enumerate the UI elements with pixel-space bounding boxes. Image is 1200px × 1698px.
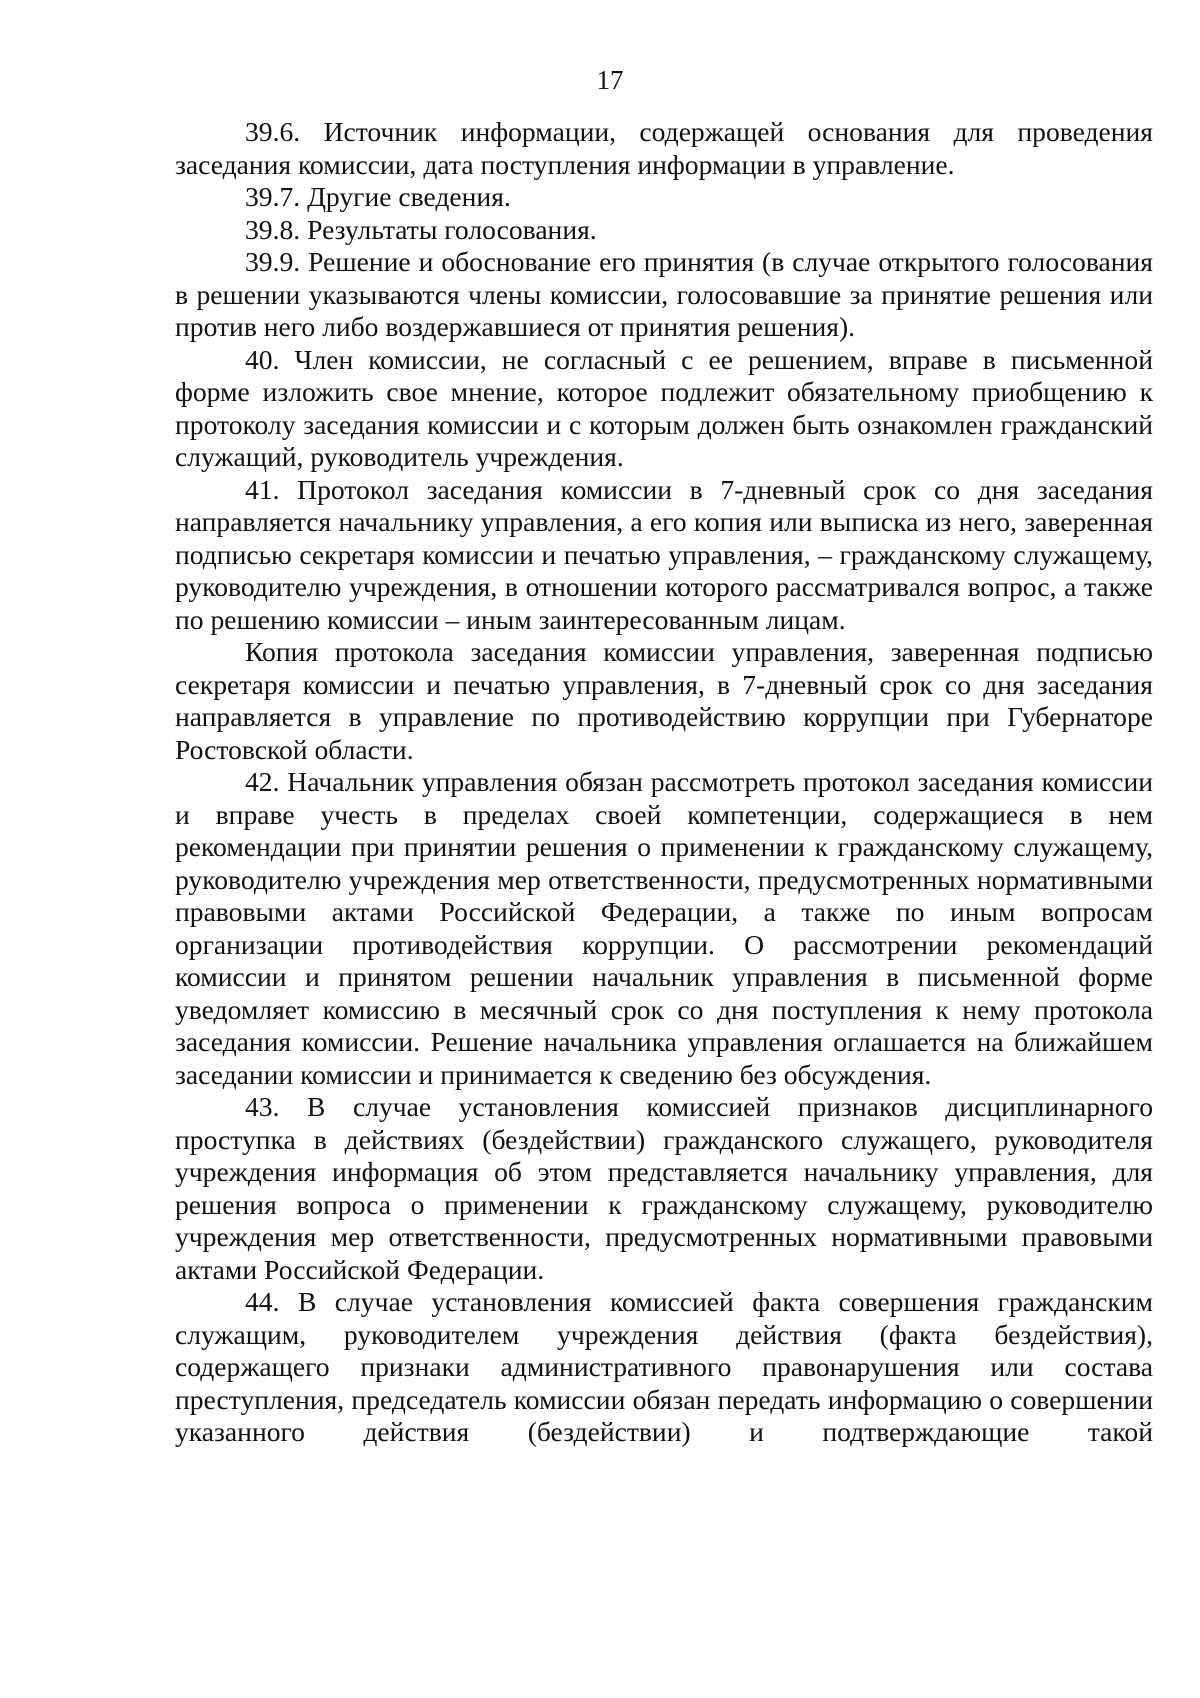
paragraph-39-8: 39.8. Результаты голосования. [245, 213, 597, 245]
paragraph-41: 41. Протокол заседания комиссии в 7-дневный срок со дня заседания направляется начальнику управления, а его копия или выписка из него, заверенная подписью секретаря комиссии и печатью управления, – гражданскому служащему, руководителю учреждения, в отношении которого рассматривался вопрос, а также по решению комиссии – иным заинтересованным лицам. [175, 473, 1153, 635]
paragraph-42: 42. Начальник управления обязан рассмотреть протокол заседания комиссии и вправе учесть в пределах своей компетенции, содержащиеся в нем рекомендации при принятии решения о применении к гражданскому служащему, руководителю учреждения мер ответственности, предусмотренных нормативными правовыми актами Российской Федерации, а также по иным вопросам организации противодействия коррупции. О рассмотрении рекомендаций комиссии и принятом решении начальник управления в письменной форме уведомляет комиссию в месячный срок со дня поступления к нему протокола заседания комиссии. Решение начальника управления оглашается на ближайшем заседании комиссии и принимается к сведению без обсуждения. [175, 766, 1153, 1090]
paragraph-40: 40. Член комиссии, не согласный с ее решением, вправе в письменной форме изложить свое мнение, которое подлежит обязательному приобщению к протоколу заседания комиссии и с которым должен быть ознакомлен гражданский служащий, руководитель учреждения. [175, 343, 1153, 472]
paragraph-39-9: 39.9. Решение и обоснование его принятия (в случае открытого голосования в решении указываются члены комиссии, голосовавшие за принятие решения или против него либо воздержавшиеся от принятия решения). [175, 246, 1153, 342]
paragraph-43: 43. В случае установления комиссией признаков дисциплинарного проступка в действиях (бездействии) гражданского служащего, руководителя учреждения информация об этом представляется начальнику управления, для решения вопроса о применении к гражданскому служащему, руководителю учреждения мер ответственности, предусмотренных нормативными правовыми актами Российской Федерации. [175, 1091, 1153, 1285]
paragraph-39-7: 39.7. Другие сведения. [245, 181, 511, 212]
paragraph-41-copy: Копия протокола заседания комиссии управления, заверенная подписью секретаря комиссии и печатью управления, в 7-дневный срок со дня заседания направляется в управление по противодействию коррупции при Губернаторе Ростовской области. [175, 636, 1153, 765]
document-body [175, 116, 1153, 1449]
page-number: 17 [596, 65, 624, 95]
paragraph-44: 44. В случае установления комиссией факта совершения гражданским служащим, руководителем учреждения действия (факта бездействия), содержащего признаки административного правонарушения или состава преступления, председатель комиссии обязан передать информацию о совершении указанного действия (бездействии) и подтверждающие такой [175, 1286, 1153, 1447]
paragraph-39-6: 39.6. Источник информации, содержащей основания для проведения заседания комиссии, дата поступления информации в управление. [175, 116, 1153, 180]
